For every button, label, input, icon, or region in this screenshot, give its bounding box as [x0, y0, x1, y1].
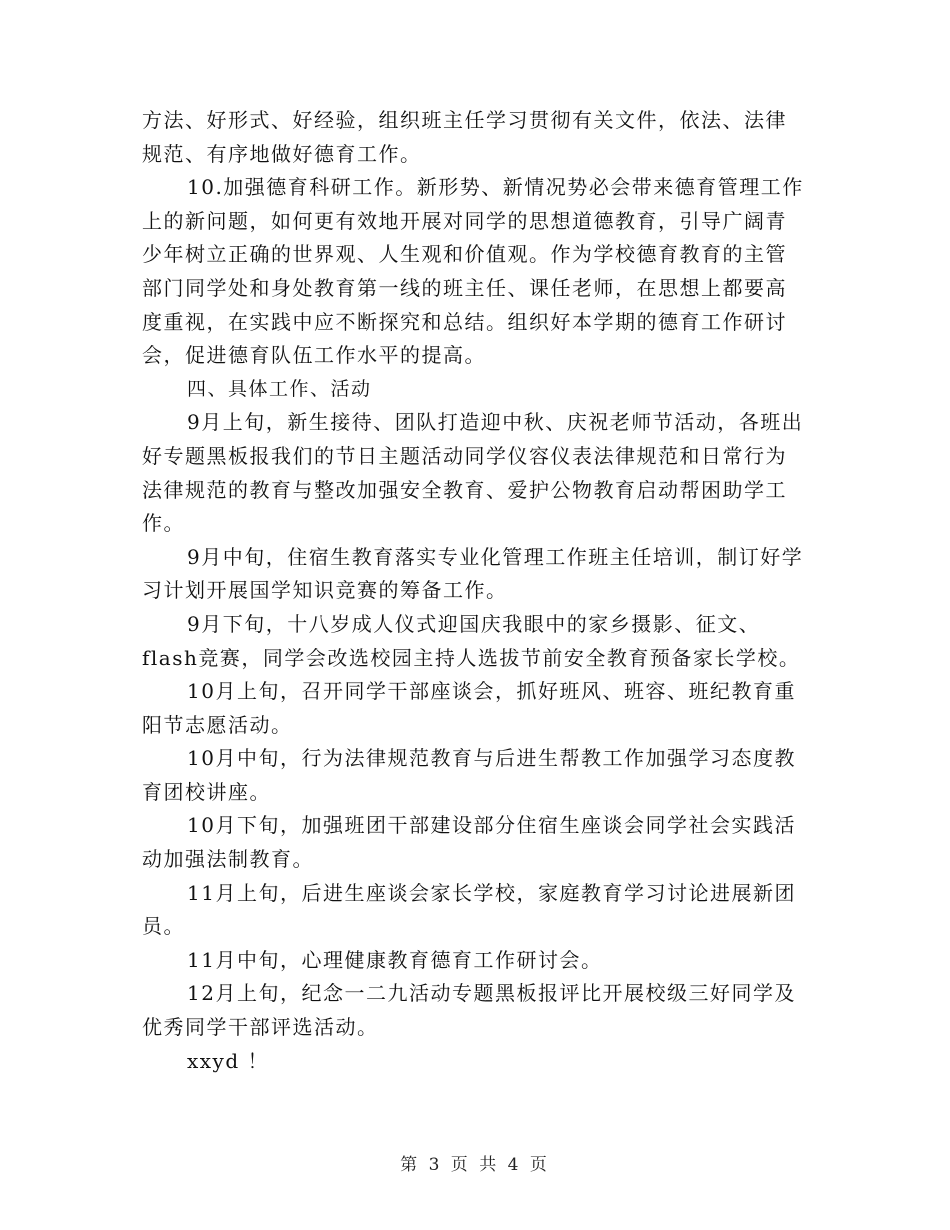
text-line: 部门同学处和身处教育第一线的班主任、课任老师，在思想上都要高 [142, 275, 787, 300]
text-line: 方法、好形式、好经验，组织班主任学习贯彻有关文件，依法、法律 [142, 108, 787, 132]
document-body [142, 104, 810, 1078]
text-line: 规范、有序地做好德育工作。 [142, 141, 422, 166]
text-line: 11月上旬，后进生座谈会家长学校，家庭教育学习讨论进展新团 [187, 880, 796, 905]
text-line: 度重视，在实践中应不断探究和总结。组织好本学期的德育工作研讨 [142, 309, 787, 334]
text-line: 好专题黑板报我们的节日主题活动同学仪容仪表法律规范和日常行为 [142, 443, 787, 468]
text-line: 少年树立正确的世界观、人生观和价值观。作为学校德育教育的主管 [142, 242, 787, 267]
text-line: 育团校讲座。 [142, 779, 271, 804]
text-line: 上的新问题，如何更有效地开展对同学的思想道德教育，引导广阔青 [142, 208, 787, 233]
text-line: 10月中旬，行为法律规范教育与后进生帮教工作加强学习态度教 [187, 746, 796, 771]
page-number-label: 第 3 页 共 4 页 [400, 1155, 550, 1175]
text-line: 动加强法制教育。 [142, 847, 314, 872]
text-line: 习计划开展国学知识竞赛的筹备工作。 [142, 578, 508, 603]
text-line: 阳节志愿活动。 [142, 712, 293, 737]
text-line: 9月下旬，十八岁成人仪式迎国庆我眼中的家乡摄影、征文、 [187, 611, 761, 636]
text-line: 优秀同学干部评选活动。 [142, 1015, 379, 1040]
section-heading: 四、具体工作、活动 [187, 377, 372, 400]
text-line: 作。 [142, 511, 185, 536]
text-line: 11月中旬，心理健康教育德育工作研讨会。 [187, 947, 603, 972]
text-line: 会，促进德育队伍工作水平的提高。 [142, 343, 486, 368]
page-footer [0, 1150, 950, 1175]
text-line: xxyd ！ [187, 1048, 270, 1073]
text-line: flash竞赛，同学会改选校园主持人选拔节前安全教育预备家长学校。 [142, 645, 801, 670]
text-line: 10.加强德育科研工作。新形势、新情况势必会带来德育管理工作 [187, 175, 804, 200]
text-line: 法律规范的教育与整改加强安全教育、爱护公物教育启动帮困助学工 [142, 477, 787, 502]
text-line: 9月上旬，新生接待、团队打造迎中秋、庆祝老师节活动，各班出 [187, 410, 804, 435]
text-line: 员。 [142, 914, 185, 939]
text-line: 9月中旬，住宿生教育落实专业化管理工作班主任培训，制订好学 [187, 544, 804, 569]
text-line: 10月下旬，加强班团干部建设部分住宿生座谈会同学社会实践活 [187, 813, 796, 838]
text-line: 10月上旬，召开同学干部座谈会，抓好班风、班容、班纪教育重 [187, 679, 796, 704]
text-line: 12月上旬，纪念一二九活动专题黑板报评比开展校级三好同学及 [187, 981, 796, 1006]
